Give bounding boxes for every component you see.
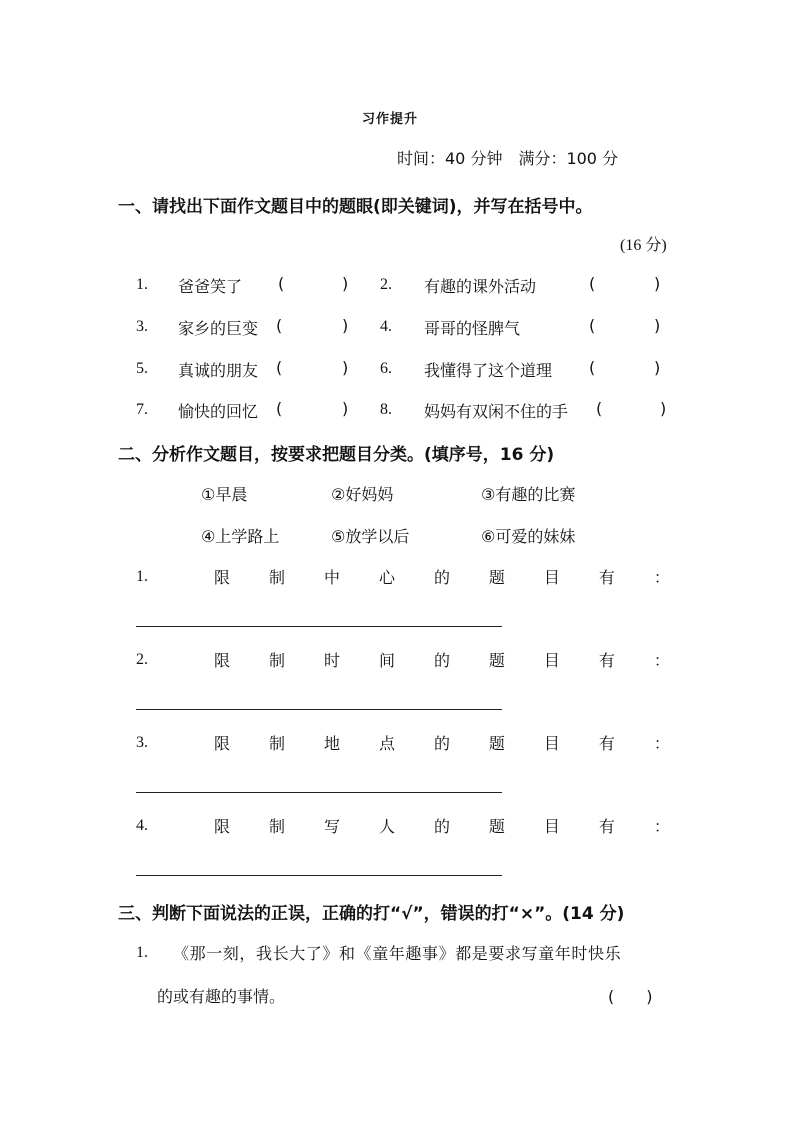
category-prompt [214,814,670,837]
prompt-char: 时 [323,651,340,670]
essay-title: 真诚的朋友 [178,361,259,380]
answer-paren-close: ) [654,274,661,293]
category-number: 1. [136,568,148,585]
essay-title: 哥哥的怪脾气 [424,319,521,338]
prompt-char: 有 [598,734,615,753]
option-item: ⑥可爱的妹妹 [481,527,576,546]
option-item: ②好妈妈 [331,485,394,504]
prompt-char: 题 [488,651,505,670]
category-number: 2. [136,651,148,668]
prompt-char: 限 [214,651,231,670]
prompt-char: 题 [488,817,505,836]
answer-paren-open: ( [596,399,603,418]
answer-line[interactable] [136,626,502,627]
answer-paren-open: ( [276,358,283,377]
answer-paren-open: ( [589,358,596,377]
option-item: ⑤放学以后 [331,527,410,546]
prompt-char: 人 [378,817,395,836]
answer-paren-close: ) [342,358,349,377]
question-number: 1. [136,276,148,293]
prompt-char: 限 [214,568,231,587]
question-number: 6. [380,360,392,377]
prompt-char: 制 [268,568,285,587]
essay-title: 爸爸笑了 [178,277,243,296]
prompt-char: 有 [598,817,615,836]
question-number: 5. [136,360,148,377]
section-2-heading: 二、分析作文题目，按要求把题目分类。(填序号，16 分) [118,445,555,465]
prompt-char: 的 [433,734,450,753]
prompt-char: 中 [323,568,340,587]
section-3-heading: 三、判断下面说法的正误，正确的打“√”，错误的打“×”。(14 分) [118,904,625,924]
category-prompt [214,648,670,671]
answer-paren-close: ) [342,274,349,293]
category-number: 3. [136,734,148,751]
question-number: 3. [136,318,148,335]
prompt-char: 有 [598,651,615,670]
prompt-char: 题 [488,734,505,753]
answer-paren-open: ( [589,316,596,335]
answer-paren-close: ) [342,399,349,418]
option-item: ③有趣的比赛 [481,485,576,504]
prompt-char: 点 [378,734,395,753]
prompt-char: 地 [323,734,340,753]
prompt-char: 制 [268,734,285,753]
prompt-char: 心 [378,568,395,587]
prompt-char: 的 [433,568,450,587]
category-prompt [214,731,670,754]
question-number: 1. [136,944,148,961]
prompt-char: 目 [543,568,560,587]
judgement-paren[interactable]: ( ) [608,987,653,1006]
answer-line[interactable] [136,792,502,793]
prompt-char: 制 [268,651,285,670]
prompt-char: 制 [268,817,285,836]
prompt-char: 目 [543,651,560,670]
prompt-char: 目 [543,734,560,753]
answer-paren-open: ( [589,274,596,293]
section-1-heading: 一、请找出下面作文题目中的题眼(即关键词)，并写在括号中。 [118,197,593,217]
answer-paren-close: ) [654,358,661,377]
prompt-char: 间 [378,651,395,670]
answer-line[interactable] [136,709,502,710]
prompt-char: ： [653,568,670,587]
page-title: 习作提升 [362,112,419,127]
prompt-char: 有 [598,568,615,587]
prompt-char: 的 [433,817,450,836]
time-score-info: 时间：40 分钟 满分：100 分 [397,149,619,168]
essay-title: 妈妈有双闲不住的手 [424,402,569,421]
prompt-char: 限 [214,817,231,836]
answer-line[interactable] [136,875,502,876]
question-number: 2. [380,276,392,293]
answer-paren-close: ) [342,316,349,335]
prompt-char: ： [653,734,670,753]
prompt-char: ： [653,817,670,836]
prompt-char: 的 [433,651,450,670]
answer-paren-close: ) [654,316,661,335]
section-1-points: (16 分) [620,237,667,254]
option-item: ①早晨 [201,485,248,504]
answer-paren-close: ) [660,399,667,418]
prompt-char: ： [653,651,670,670]
essay-title: 愉快的回忆 [178,402,259,421]
statement-line-2: 的或有趣的事情。 [157,987,286,1006]
essay-title: 有趣的课外活动 [424,277,537,296]
category-prompt [214,565,670,588]
option-item: ④上学路上 [201,527,280,546]
question-number: 7. [136,401,148,418]
answer-paren-open: ( [278,274,285,293]
essay-title: 家乡的巨变 [178,319,259,338]
question-number: 4. [380,318,392,335]
prompt-char: 限 [214,734,231,753]
statement-line-1: 《那一刻，我长大了》和《童年趣事》都是要求写童年时快乐 [173,944,622,963]
prompt-char: 写 [323,817,340,836]
prompt-char: 目 [543,817,560,836]
prompt-char: 题 [488,568,505,587]
answer-paren-open: ( [276,399,283,418]
question-number: 8. [380,401,392,418]
answer-paren-open: ( [276,316,283,335]
essay-title: 我懂得了这个道理 [424,361,553,380]
category-number: 4. [136,817,148,834]
